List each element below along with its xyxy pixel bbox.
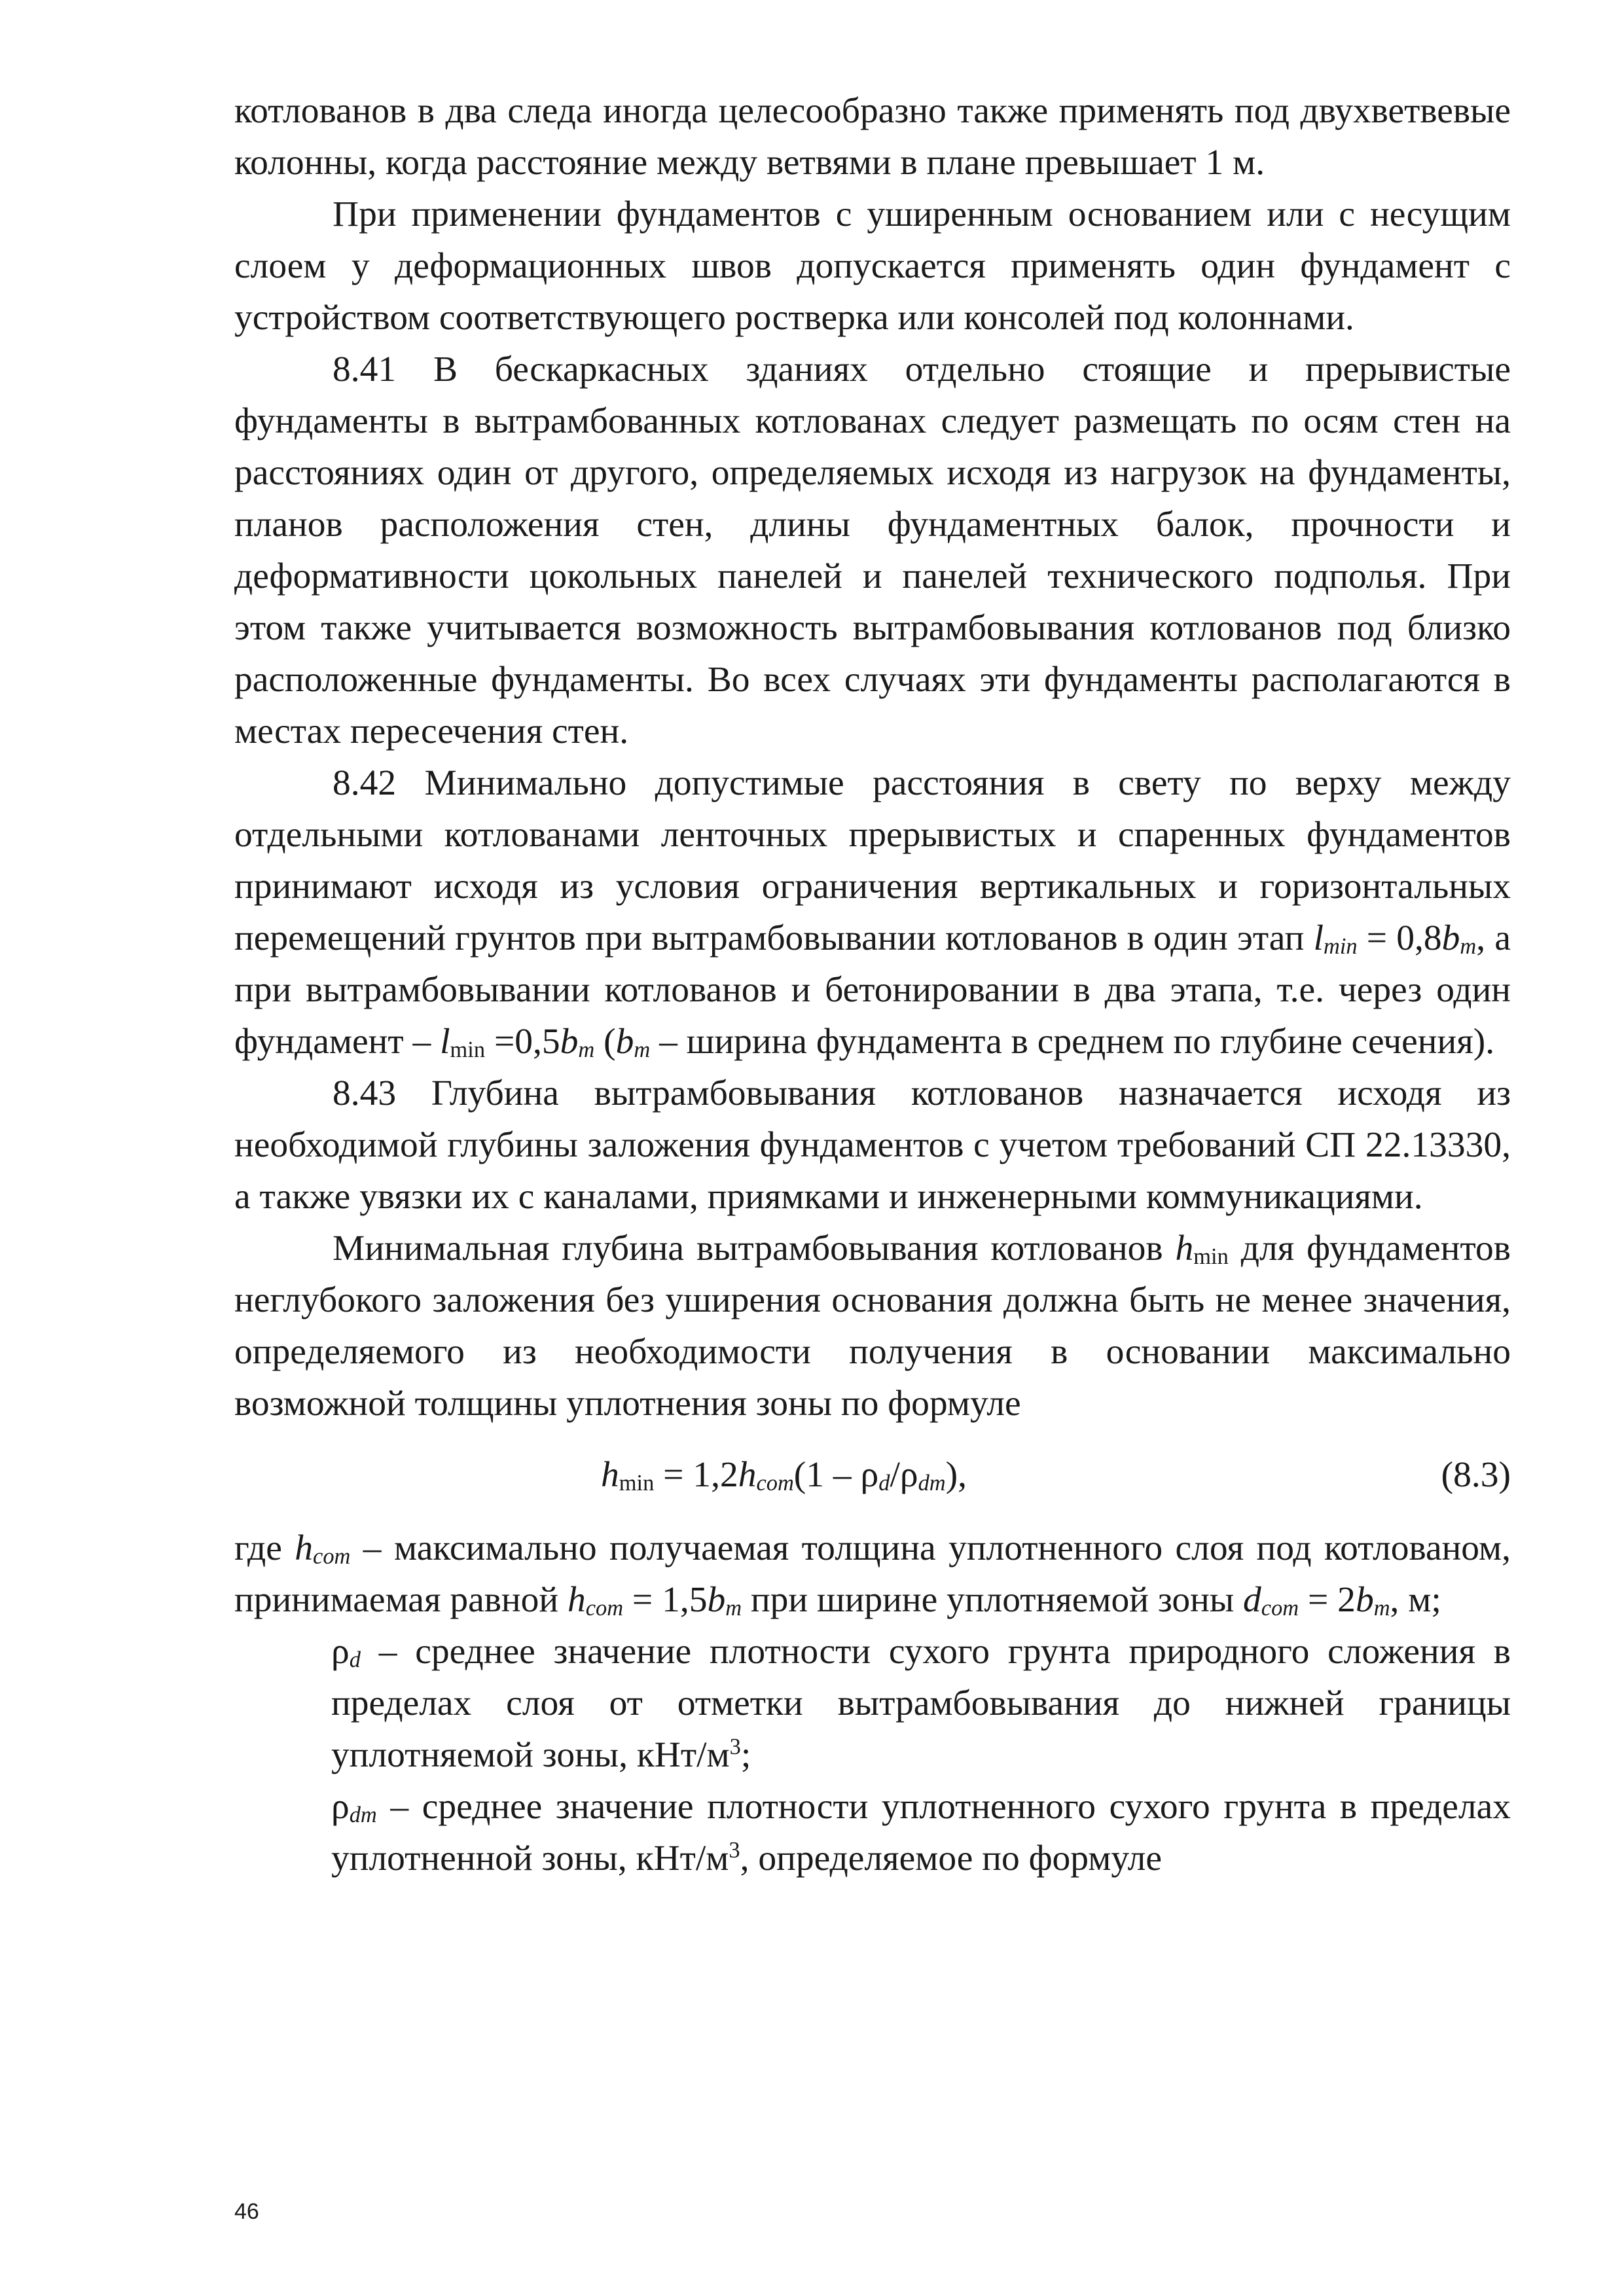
paragraph-2: При применении фундаментов с уширенным основанием или с несущим слоем у деформационных швов допускается применять один фундамент с устройством соответствующего ростверка или консолей под колоннами. <box>234 194 1511 338</box>
paragraph-rho-dm: $\rho_{dm}$ – среднее значение плотности уплотненного сухого грунта в пределах уплотненной зоны, кНт/$м^3$, определяемое по формуле <box>331 1787 1511 1878</box>
page-number: 46 <box>234 2199 259 2224</box>
paragraph-8-42: 8.42 Минимально допустимые расстояния в свету по верху между отдельными котлованами ленточных прерывистых и спаренных фундаментов принимают исходя из условия ограничения вертикальных и горизонтальных перемещений грунтов при вытрамбовывании котлованов в один этап $l_{min} = 0,8b_m$, а при вытрамбовывании котлованов и бетонировании в два этапа, т.е. через один фундамент – $l_{min} =0,5b_m$ ($b_m$ – ширина фундамента в среднем по глубине сечения). <box>234 763 1511 1063</box>
paragraph-where-hcom: где $h_{com}$ – максимально получаемая толщина уплотненного слоя под котлованом, принимаемая равной $h_{com} = 1,5b_m$ при ширине уплотняемой зоны $d_{com} = 2b_m$, м; <box>234 1528 1511 1621</box>
formula-expression: $h_{min} = 1,2h_{com}(1 - \rho_d/\rho_{dm})$, <box>601 1455 967 1496</box>
document-body <box>234 85 1511 1884</box>
paragraph-8-41: 8.41 В бескаркасных зданиях отдельно стоящие и прерывистые фундаменты в вытрамбованных котлованах следует размещать по осям стен на расстояниях один от другого, определяемых исходя из нагрузок на фундаменты, планов расположения стен, длины фундаментных балок, прочности и деформативности цокольных панелей и панелей технического подполья. При этом также учитывается возможность вытрамбовывания котлованов под близко расположенные фундаменты. Во всех случаях эти фундаменты располагаются в местах пересечения стен. <box>234 350 1511 751</box>
paragraph-min-depth: Минимальная глубина вытрамбовывания котлованов $h_{min}$ для фундаментов неглубокого заложения без уширения основания должна быть не менее значения, определяемого из необходимости получения в основании максимально возможной толщины уплотнения зоны по формуле <box>234 1229 1511 1424</box>
paragraph-1: котлованов в два следа иногда целесообразно также применять под двухветвевые колонны, когда расстояние между ветвями в плане превышает 1 м. <box>234 91 1511 183</box>
paragraph-8-43: 8.43 Глубина вытрамбовывания котлованов назначается исходя из необходимой глубины заложения фундаментов с учетом требований СП 22.13330, а также увязки их с каналами, приямками и инженерными коммуникациями. <box>234 1073 1511 1217</box>
formula-8-3 <box>234 1443 1511 1508</box>
paragraph-rho-d: $\rho_d$ – среднее значение плотности сухого грунта природного сложения в пределах слоя от отметки вытрамбовывания до нижней границы уплотняемой зоны, кНт/$м^3$; <box>331 1632 1511 1775</box>
formula-number: (8.3) <box>1441 1455 1511 1495</box>
